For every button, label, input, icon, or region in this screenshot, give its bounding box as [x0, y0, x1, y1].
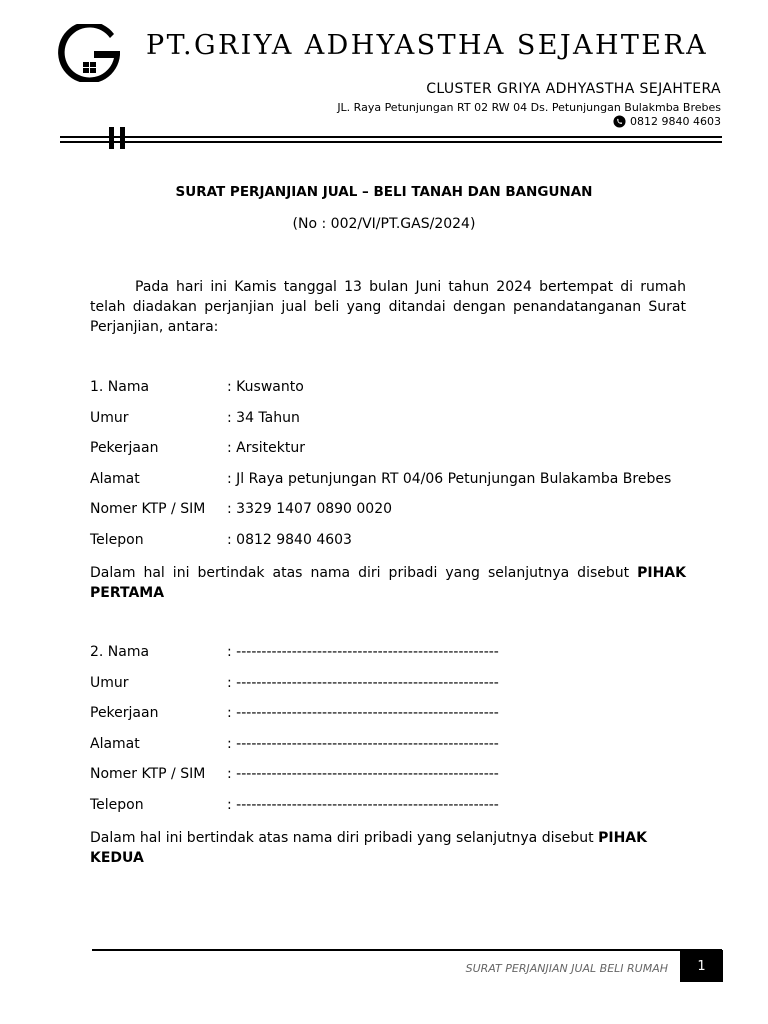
footer-title: SURAT PERJANJIAN JUAL BELI RUMAH	[465, 962, 668, 975]
footer-rule	[92, 949, 722, 951]
cluster-name: CLUSTER GRIYA ADHYASTHA SEJAHTERA	[426, 81, 721, 97]
field-label: Pekerjaan	[90, 440, 159, 456]
field-value: : 3329 1407 0890 0020	[227, 501, 393, 517]
field-value: : Kuswanto	[227, 379, 304, 395]
header-rule-bottom	[60, 141, 722, 143]
party2-statement	[90, 828, 686, 868]
company-logo-icon	[58, 24, 122, 82]
party2-role: PIHAK KEDUA	[90, 830, 647, 866]
field-label: Pekerjaan	[90, 705, 159, 721]
field-label: 2. Nama	[90, 644, 150, 660]
intro-paragraph	[90, 277, 686, 337]
field-label: Umur	[90, 675, 129, 691]
field-label: Telepon	[90, 532, 144, 548]
document-number: (No : 002/VI/PT.GAS/2024)	[292, 216, 476, 232]
header-rule-mark	[109, 127, 114, 149]
party1-statement	[90, 563, 686, 603]
field-value: : Arsitektur	[227, 440, 306, 456]
field-label: Nomer KTP / SIM	[90, 501, 206, 517]
page-number: 1	[680, 950, 723, 982]
intro-text: Pada hari ini Kamis tanggal 13 bulan Juni tahun 2024 bertempat di rumah telah diadakan perjanjian jual beli yang ditandai dengan penandatanganan Surat Perjanjian, antara:	[90, 279, 686, 335]
field-label: Umur	[90, 410, 129, 426]
field-label: Nomer KTP / SIM	[90, 766, 206, 782]
field-label: Alamat	[90, 471, 140, 487]
field-label: 1. Nama	[90, 379, 150, 395]
company-name: PT.GRIYA ADHYASTHA SEJAHTERA	[146, 30, 709, 61]
statement-text: Dalam hal ini bertindak atas nama diri pribadi yang selanjutnya disebut	[90, 565, 630, 581]
field-value: : Jl Raya petunjungan RT 04/06 Petunjungan Bulakamba Brebes	[227, 471, 672, 487]
field-value: : ----------------------------------------------------	[227, 766, 499, 782]
field-value: : 0812 9840 4603	[227, 532, 352, 548]
field-label: Alamat	[90, 736, 140, 752]
whatsapp-icon	[613, 115, 626, 128]
field-label: Telepon	[90, 797, 144, 813]
field-value: : ----------------------------------------------------	[227, 675, 499, 691]
field-value: : ----------------------------------------------------	[227, 644, 499, 660]
field-value: : ----------------------------------------------------	[227, 736, 499, 752]
company-address: JL. Raya Petunjungan RT 02 RW 04 Ds. Petunjungan Bulakmba Brebes	[337, 101, 721, 114]
company-phone	[613, 115, 721, 128]
header-rule-top	[60, 136, 722, 138]
phone-number: 0812 9840 4603	[630, 115, 721, 128]
field-value: : ----------------------------------------------------	[227, 797, 499, 813]
document-title: SURAT PERJANJIAN JUAL – BELI TANAH DAN BANGUNAN	[175, 184, 593, 200]
field-value: : ----------------------------------------------------	[227, 705, 499, 721]
field-value: : 34 Tahun	[227, 410, 300, 426]
header-rule-mark	[120, 127, 125, 149]
party1-role: PIHAK PERTAMA	[90, 565, 686, 601]
statement-text: Dalam hal ini bertindak atas nama diri pribadi yang selanjutnya disebut	[90, 830, 594, 846]
